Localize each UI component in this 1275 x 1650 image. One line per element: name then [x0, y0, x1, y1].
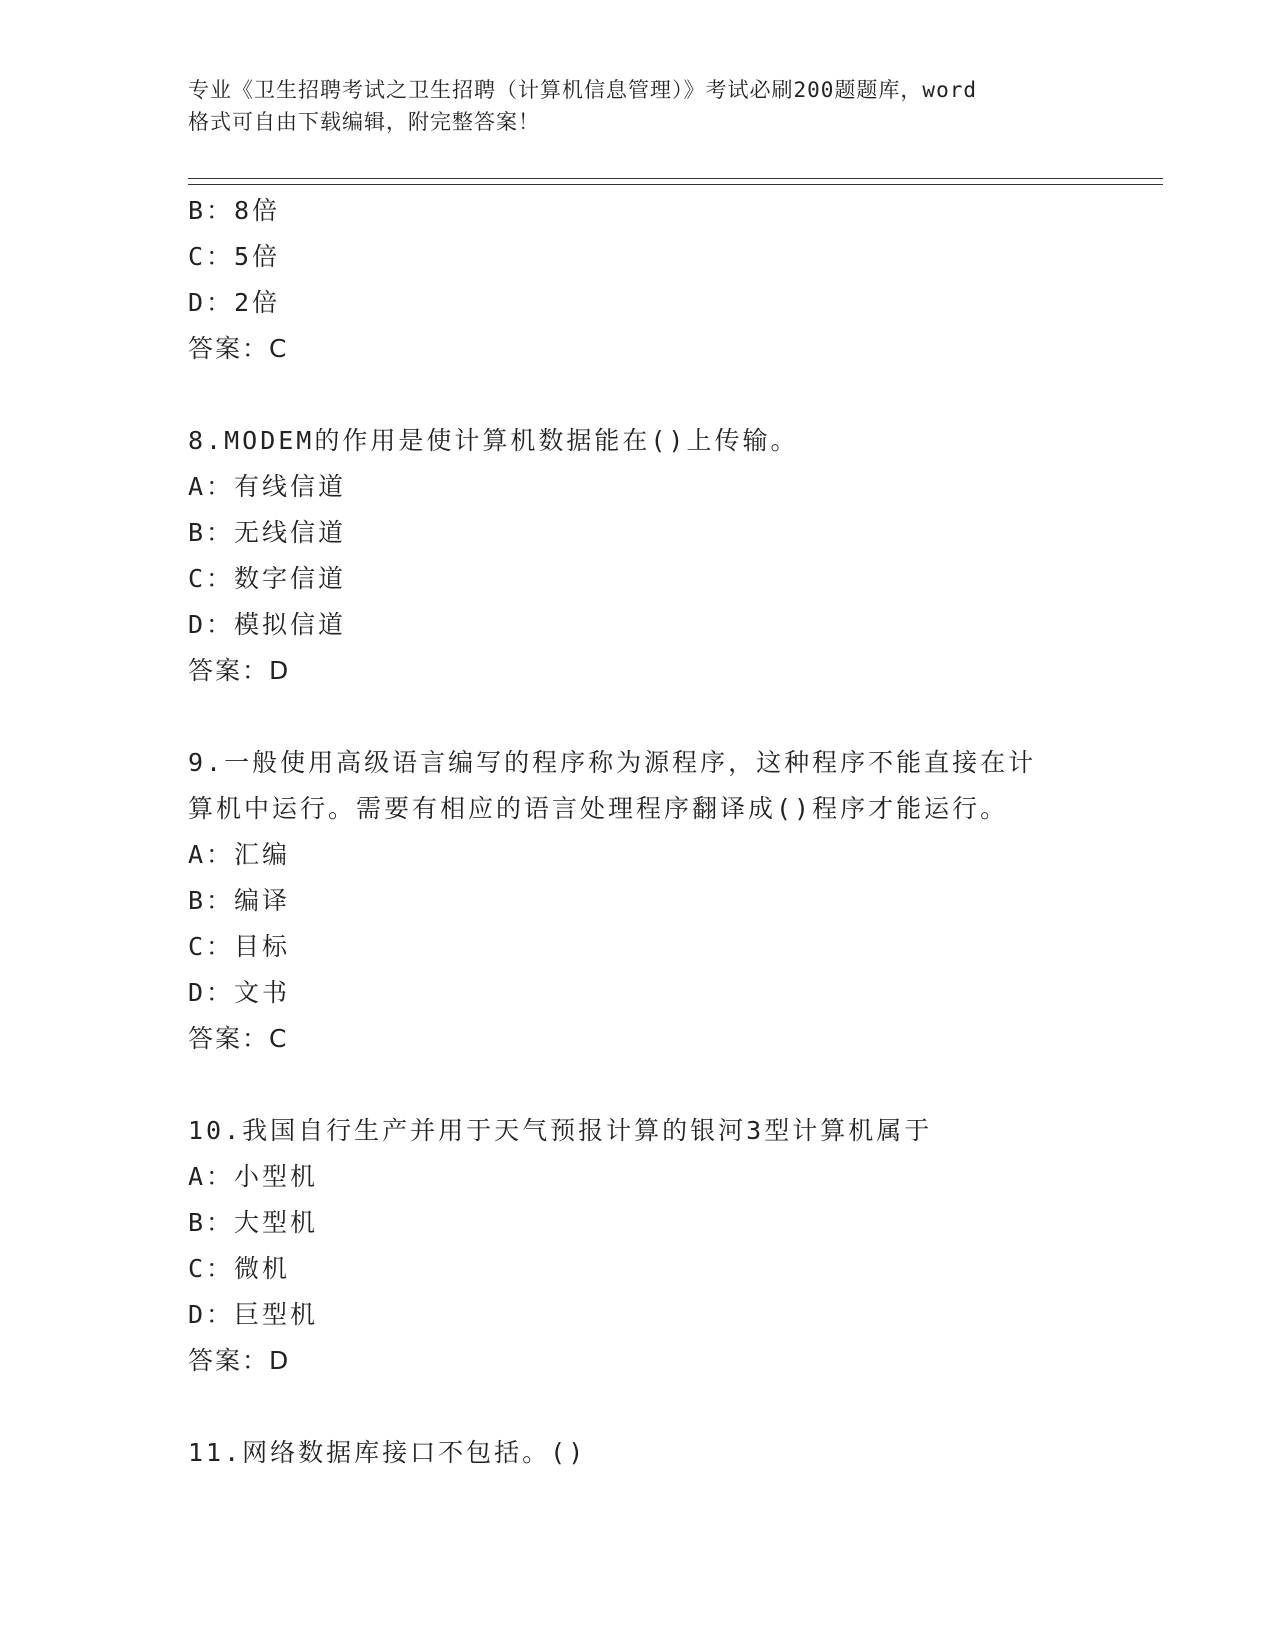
answer: 答案：D [188, 656, 291, 685]
option-d: D：文书 [188, 978, 291, 1007]
question-text: 8.MODEM的作用是使计算机数据能在()上传输。 [188, 426, 799, 455]
question-7-tail [188, 188, 1088, 372]
option-b: B：大型机 [188, 1208, 319, 1237]
header-divider [188, 178, 1163, 185]
option-a: A：小型机 [188, 1162, 319, 1191]
question-8 [188, 418, 1088, 694]
option-d: D：2倍 [188, 288, 281, 317]
question-11 [188, 1430, 1088, 1476]
option-b: B：8倍 [188, 196, 281, 225]
option-c: C：5倍 [188, 242, 281, 271]
question-text-line-1: 9.一般使用高级语言编写的程序称为源程序，这种程序不能直接在计 [188, 748, 1037, 777]
option-a: A：有线信道 [188, 472, 347, 501]
header-title-line-2: 格式可自由下载编辑，附完整答案！ [188, 110, 540, 134]
option-c: C：数字信道 [188, 564, 347, 593]
answer: 答案：D [188, 1346, 291, 1375]
question-text: 10.我国自行生产并用于天气预报计算的银河3型计算机属于 [188, 1116, 933, 1145]
header-title-line-1: 专业《卫生招聘考试之卫生招聘（计算机信息管理）》考试必刷200题题库，word [188, 78, 977, 102]
answer: 答案：C [188, 1024, 289, 1053]
page-header [188, 74, 1088, 138]
spacer [188, 372, 1088, 418]
option-d: D：巨型机 [188, 1300, 319, 1329]
option-b: B：编译 [188, 886, 291, 915]
option-c: C：微机 [188, 1254, 291, 1283]
spacer [188, 694, 1088, 740]
option-a: A：汇编 [188, 840, 291, 869]
spacer [188, 1062, 1088, 1108]
question-9 [188, 740, 1088, 1062]
question-10 [188, 1108, 1088, 1384]
option-c: C：目标 [188, 932, 291, 961]
option-d: D：模拟信道 [188, 610, 347, 639]
spacer [188, 1384, 1088, 1430]
answer: 答案：C [188, 334, 289, 363]
question-text-line-2: 算机中运行。需要有相应的语言处理程序翻译成()程序才能运行。 [188, 794, 1009, 823]
option-b: B：无线信道 [188, 518, 347, 547]
question-text: 11.网络数据库接口不包括。() [188, 1438, 587, 1467]
question-list [188, 188, 1088, 1476]
